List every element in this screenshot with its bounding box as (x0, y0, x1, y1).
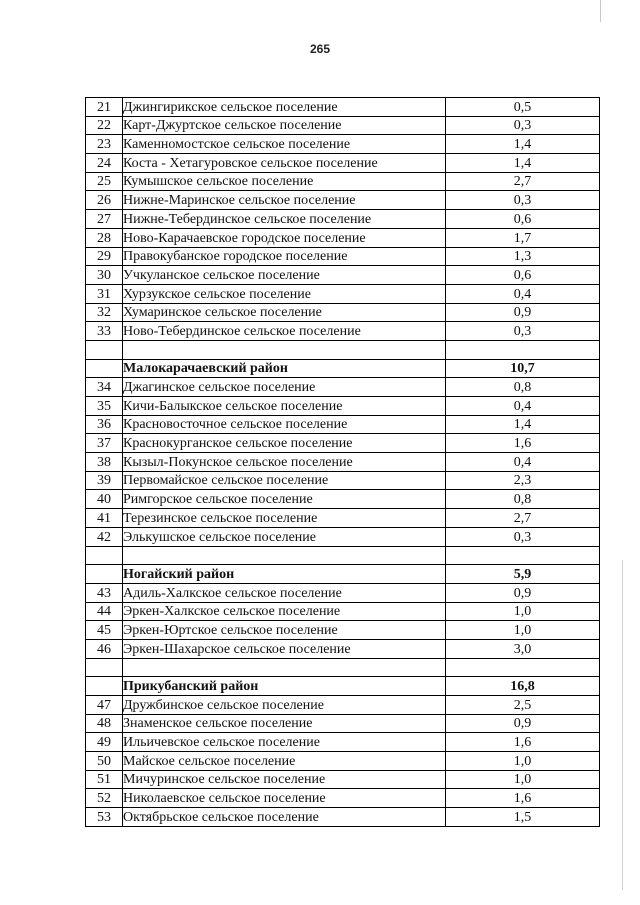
row-number: 32 (86, 303, 123, 322)
table-row-spacer (86, 658, 600, 677)
settlement-name: Майское сельское поселение (123, 752, 446, 771)
table-row (86, 602, 600, 621)
settlement-value: 0,4 (446, 284, 600, 303)
table-row (86, 172, 600, 191)
settlement-value: 1,0 (446, 752, 600, 771)
table-row (86, 322, 600, 341)
settlement-name: Эркен-Шахарское сельское поселение (123, 639, 446, 658)
row-number: 53 (86, 808, 123, 827)
table-row (86, 303, 600, 322)
table-row (86, 752, 600, 771)
settlement-value: 0,3 (446, 191, 600, 210)
settlement-value: 0,5 (446, 98, 600, 117)
row-number: 25 (86, 172, 123, 191)
table-row (86, 789, 600, 808)
settlements-table (85, 97, 600, 827)
row-number: 24 (86, 154, 123, 173)
settlement-value: 1,0 (446, 621, 600, 640)
table-row (86, 191, 600, 210)
settlement-value: 3,0 (446, 639, 600, 658)
table-row-spacer (86, 546, 600, 565)
settlement-name: Краснокурганское сельское поселение (123, 434, 446, 453)
table-row (86, 434, 600, 453)
settlement-value: 0,9 (446, 303, 600, 322)
settlement-name: Джингирикское сельское поселение (123, 98, 446, 117)
settlement-name: Каменномостское сельское поселение (123, 135, 446, 154)
table-row (86, 116, 600, 135)
row-number: 42 (86, 527, 123, 546)
row-number: 30 (86, 266, 123, 285)
district-name: Ногайский район (123, 565, 446, 584)
row-number: 22 (86, 116, 123, 135)
settlement-value: 1,3 (446, 247, 600, 266)
settlement-value: 1,0 (446, 602, 600, 621)
row-number: 23 (86, 135, 123, 154)
settlement-value: 0,3 (446, 116, 600, 135)
settlement-name: Ново-Тебердинское сельское поселение (123, 322, 446, 341)
empty-cell (86, 546, 123, 565)
settlement-value: 1,4 (446, 415, 600, 434)
table-row (86, 770, 600, 789)
empty-cell (86, 658, 123, 677)
settlement-value: 0,9 (446, 583, 600, 602)
row-number: 31 (86, 284, 123, 303)
table-row (86, 471, 600, 490)
settlement-name: Первомайское сельское поселение (123, 471, 446, 490)
empty-cell (446, 546, 600, 565)
settlement-value: 1,7 (446, 228, 600, 247)
settlement-value: 2,7 (446, 172, 600, 191)
settlements-table-body (86, 98, 600, 827)
settlement-value: 1,6 (446, 789, 600, 808)
district-name: Малокарачаевский район (123, 359, 446, 378)
table-row (86, 639, 600, 658)
settlement-value: 0,3 (446, 527, 600, 546)
settlement-name: Нижне-Маринское сельское поселение (123, 191, 446, 210)
table-row (86, 527, 600, 546)
settlement-name: Римгорское сельское поселение (123, 490, 446, 509)
table-row (86, 210, 600, 229)
row-number: 51 (86, 770, 123, 789)
settlement-name: Джагинское сельское поселение (123, 378, 446, 397)
table-row (86, 714, 600, 733)
empty-cell (86, 677, 123, 696)
settlement-value: 2,3 (446, 471, 600, 490)
table-row (86, 266, 600, 285)
settlement-value: 0,8 (446, 490, 600, 509)
table-row (86, 135, 600, 154)
settlement-name: Красновосточное сельское поселение (123, 415, 446, 434)
row-number: 50 (86, 752, 123, 771)
settlement-value: 0,4 (446, 397, 600, 416)
table-row (86, 621, 600, 640)
table-row (86, 733, 600, 752)
row-number: 37 (86, 434, 123, 453)
empty-cell (446, 658, 600, 677)
settlement-name: Хумаринское сельское поселение (123, 303, 446, 322)
settlement-value: 0,9 (446, 714, 600, 733)
row-number: 52 (86, 789, 123, 808)
page-number: 265 (309, 42, 331, 56)
settlement-name: Эркен-Юртское сельское поселение (123, 621, 446, 640)
settlement-value: 2,5 (446, 696, 600, 715)
row-number: 44 (86, 602, 123, 621)
row-number: 49 (86, 733, 123, 752)
district-total: 16,8 (446, 677, 600, 696)
settlement-name: Кызыл-Покунское сельское поселение (123, 453, 446, 472)
settlement-value: 1,5 (446, 808, 600, 827)
settlement-name: Эркен-Халкское сельское поселение (123, 602, 446, 621)
district-total: 10,7 (446, 359, 600, 378)
empty-cell (446, 340, 600, 359)
row-number: 48 (86, 714, 123, 733)
empty-cell (123, 340, 446, 359)
row-number: 36 (86, 415, 123, 434)
settlement-name: Кумышское сельское поселение (123, 172, 446, 191)
settlement-name: Дружбинское сельское поселение (123, 696, 446, 715)
settlement-name: Кичи-Балыкское сельское поселение (123, 397, 446, 416)
table-row (86, 696, 600, 715)
district-name: Прикубанский район (123, 677, 446, 696)
row-number: 39 (86, 471, 123, 490)
settlement-value: 1,4 (446, 135, 600, 154)
settlement-name: Элькушское сельское поселение (123, 527, 446, 546)
row-number: 38 (86, 453, 123, 472)
table-row (86, 154, 600, 173)
district-header-row (86, 359, 600, 378)
district-total: 5,9 (446, 565, 600, 584)
empty-cell (123, 658, 446, 677)
row-number: 43 (86, 583, 123, 602)
table-row (86, 378, 600, 397)
empty-cell (123, 546, 446, 565)
row-number: 27 (86, 210, 123, 229)
settlement-name: Октябрьское сельское поселение (123, 808, 446, 827)
empty-cell (86, 565, 123, 584)
district-header-row (86, 565, 600, 584)
settlement-name: Мичуринское сельское поселение (123, 770, 446, 789)
row-number: 21 (86, 98, 123, 117)
settlement-name: Нижне-Тебердинское сельское поселение (123, 210, 446, 229)
scan-edge-line-top (600, 0, 601, 22)
settlement-name: Терезинское сельское поселение (123, 509, 446, 528)
settlement-value: 1,0 (446, 770, 600, 789)
settlement-name: Коста - Хетагуровское сельское поселение (123, 154, 446, 173)
settlement-value: 0,3 (446, 322, 600, 341)
settlement-name: Учкуланское сельское поселение (123, 266, 446, 285)
row-number: 45 (86, 621, 123, 640)
row-number: 41 (86, 509, 123, 528)
table-row (86, 247, 600, 266)
settlement-value: 0,6 (446, 266, 600, 285)
settlement-name: Ново-Карачаевское городское поселение (123, 228, 446, 247)
settlement-name: Знаменское сельское поселение (123, 714, 446, 733)
row-number: 34 (86, 378, 123, 397)
row-number: 46 (86, 639, 123, 658)
row-number: 29 (86, 247, 123, 266)
empty-cell (86, 359, 123, 378)
table-row (86, 415, 600, 434)
table-row (86, 397, 600, 416)
row-number: 40 (86, 490, 123, 509)
table-row (86, 228, 600, 247)
row-number: 35 (86, 397, 123, 416)
settlement-value: 0,6 (446, 210, 600, 229)
table-row (86, 583, 600, 602)
settlement-value: 2,7 (446, 509, 600, 528)
district-header-row (86, 677, 600, 696)
settlement-name: Ильичевское сельское поселение (123, 733, 446, 752)
row-number: 28 (86, 228, 123, 247)
table-row (86, 509, 600, 528)
settlement-value: 0,8 (446, 378, 600, 397)
table-row (86, 490, 600, 509)
table-row (86, 284, 600, 303)
settlement-value: 1,4 (446, 154, 600, 173)
table-row-spacer (86, 340, 600, 359)
settlement-value: 0,4 (446, 453, 600, 472)
settlement-name: Николаевское сельское поселение (123, 789, 446, 808)
row-number: 47 (86, 696, 123, 715)
table-row (86, 808, 600, 827)
empty-cell (86, 340, 123, 359)
settlement-name: Адиль-Халкское сельское поселение (123, 583, 446, 602)
row-number: 26 (86, 191, 123, 210)
settlement-name: Карт-Джуртское сельское поселение (123, 116, 446, 135)
settlement-value: 1,6 (446, 434, 600, 453)
scan-edge-line-right (622, 560, 623, 890)
table-row (86, 453, 600, 472)
row-number: 33 (86, 322, 123, 341)
settlement-value: 1,6 (446, 733, 600, 752)
settlement-name: Хурзукское сельское поселение (123, 284, 446, 303)
table-row (86, 98, 600, 117)
settlement-name: Правокубанское городское поселение (123, 247, 446, 266)
